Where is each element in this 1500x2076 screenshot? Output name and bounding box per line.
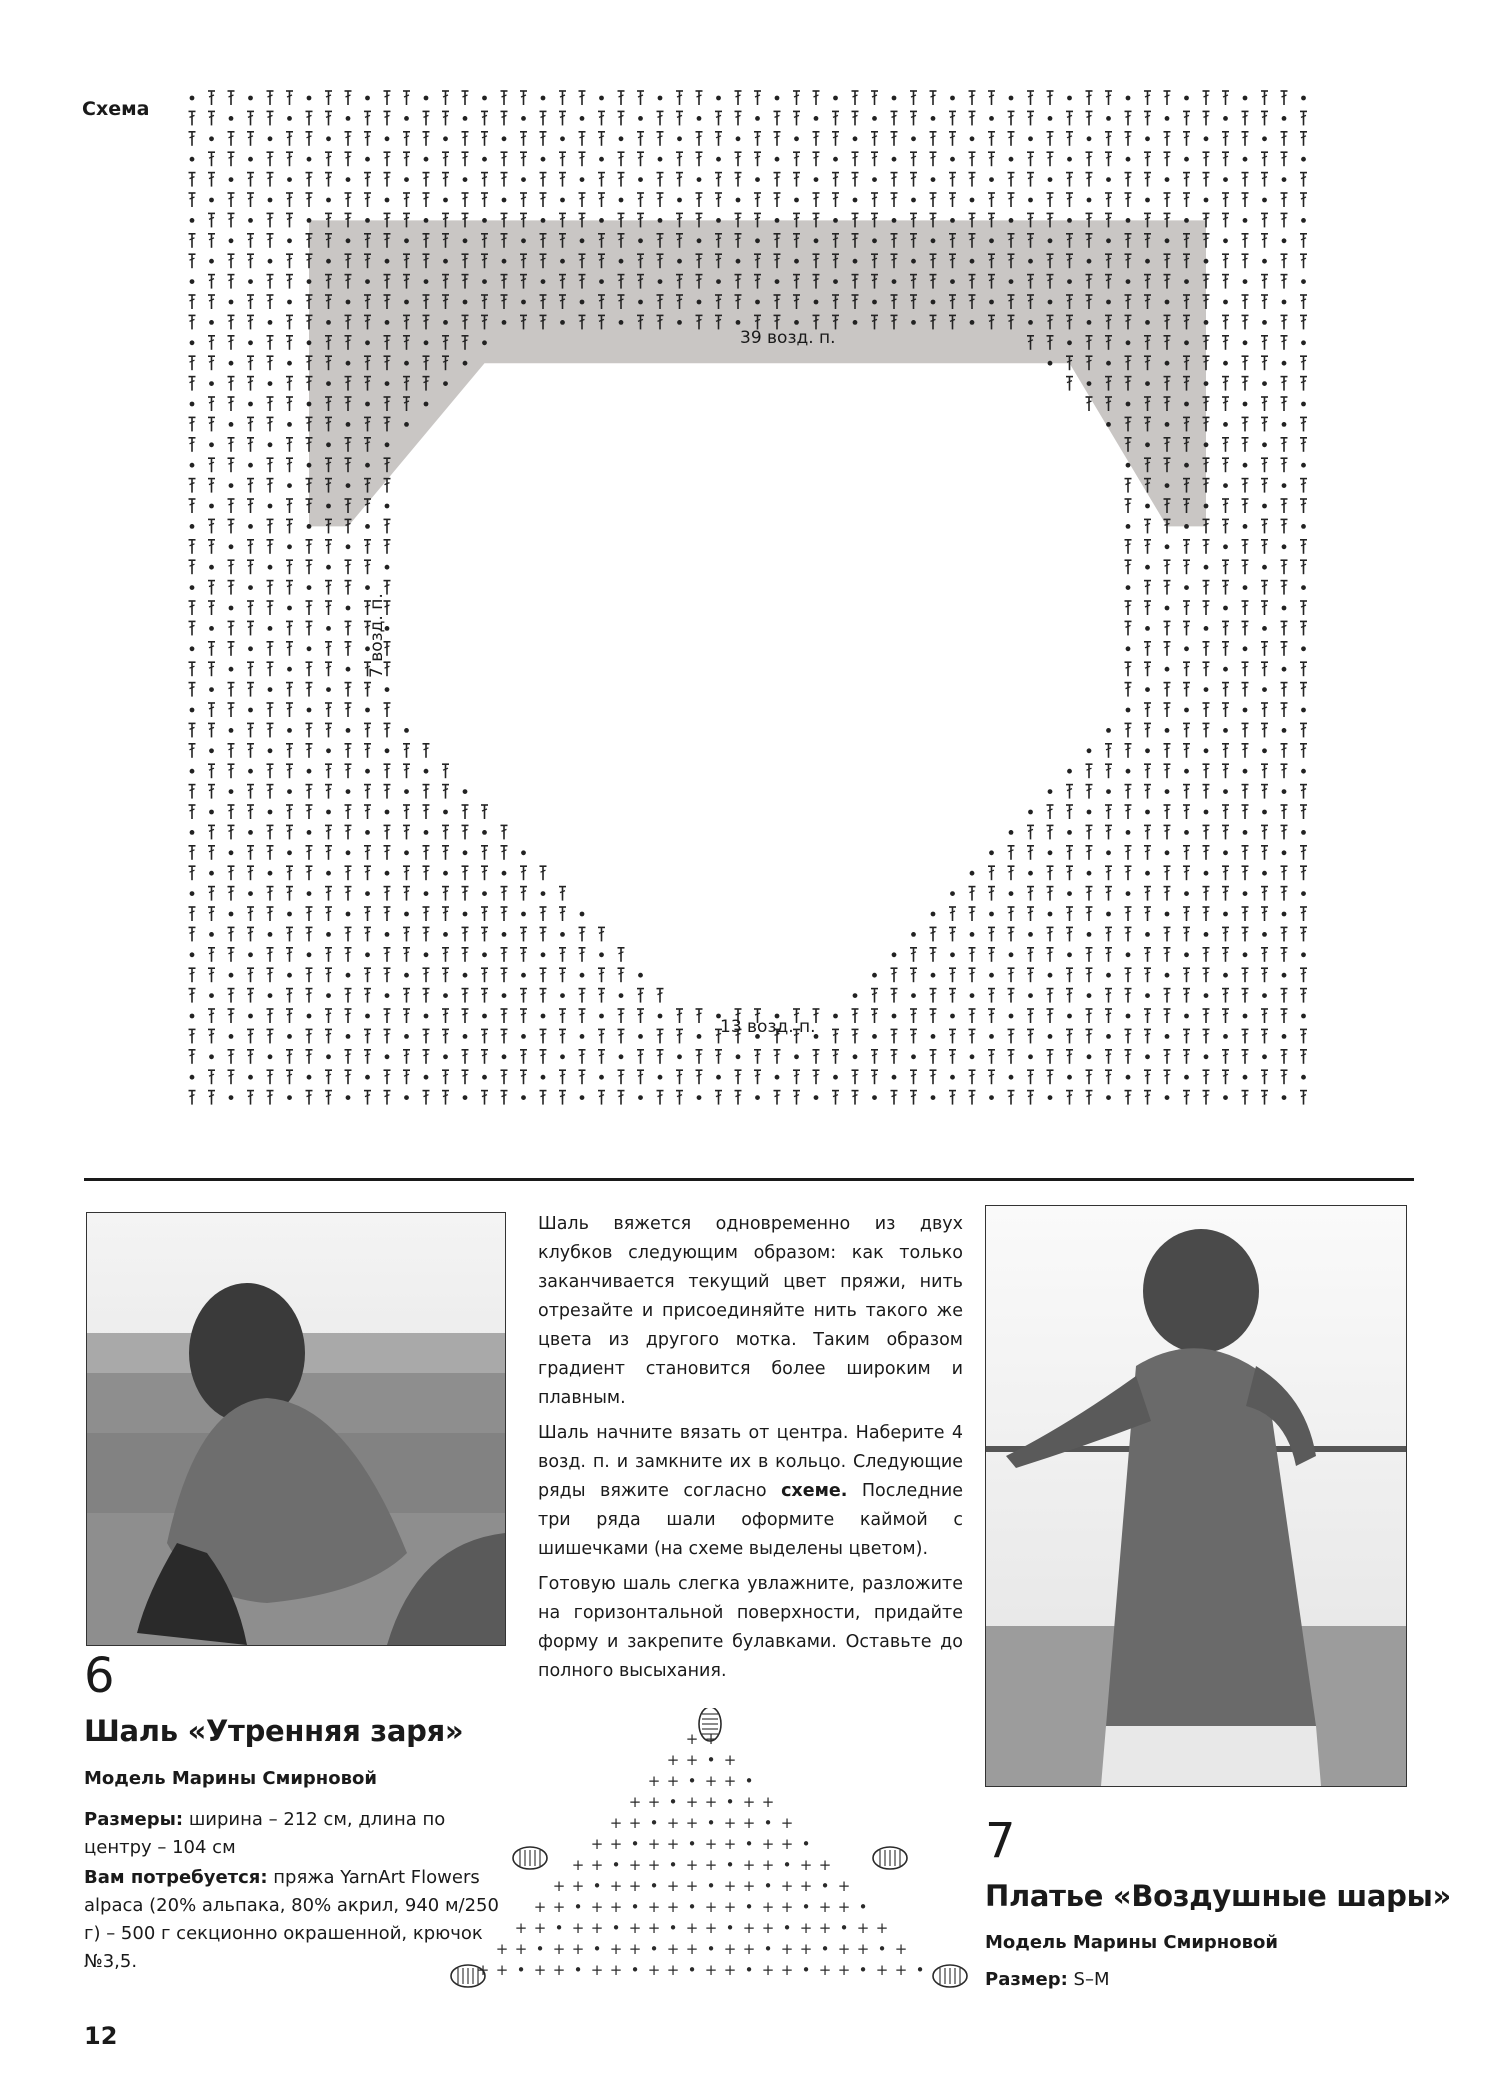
svg-text:•: • [554, 1919, 564, 1937]
instructions-paragraph-2 [538, 1419, 963, 1564]
svg-text:+: + [742, 1856, 756, 1874]
svg-text:+: + [609, 1961, 623, 1979]
svg-text:+: + [628, 1856, 642, 1874]
svg-text:+: + [590, 1961, 604, 1979]
chain-label-bottom: 13 возд. п. [720, 1017, 816, 1037]
pattern-6-size-label: Размеры: [84, 1809, 184, 1830]
instructions-text [538, 1210, 963, 1692]
svg-text:+: + [552, 1940, 566, 1958]
pattern-6-author: Модель Марины Смирновой [84, 1768, 377, 1789]
svg-text:•: • [687, 1835, 697, 1853]
svg-text:•: • [706, 1940, 716, 1958]
pattern-6-size [84, 1806, 504, 1862]
svg-text:+: + [704, 1961, 718, 1979]
svg-text:•: • [839, 1919, 849, 1937]
svg-text:•: • [706, 1751, 716, 1769]
svg-text:+: + [628, 1940, 642, 1958]
svg-text:+: + [761, 1835, 775, 1853]
svg-text:+: + [856, 1940, 870, 1958]
svg-text:+: + [685, 1919, 699, 1937]
svg-text:•: • [915, 1961, 925, 1979]
svg-text:+: + [476, 1961, 490, 1979]
svg-text:+: + [514, 1919, 528, 1937]
svg-text:•: • [763, 1814, 773, 1832]
svg-text:+: + [685, 1940, 699, 1958]
svg-text:+: + [647, 1898, 661, 1916]
svg-text:+: + [571, 1856, 585, 1874]
svg-text:+: + [666, 1898, 680, 1916]
svg-text:+: + [704, 1793, 718, 1811]
svg-text:+: + [799, 1877, 813, 1895]
pattern-6-size-value: ширина – 212 см, длина по центру – 104 см [84, 1809, 446, 1858]
svg-text:+: + [837, 1877, 851, 1895]
svg-text:•: • [858, 1898, 868, 1916]
pattern-7-size-value: S–M [1067, 1969, 1110, 1990]
svg-text:+: + [704, 1730, 718, 1748]
svg-text:+: + [647, 1793, 661, 1811]
svg-text:+: + [780, 1940, 794, 1958]
svg-text:+: + [533, 1919, 547, 1937]
svg-text:+: + [799, 1919, 813, 1937]
svg-text:•: • [687, 1898, 697, 1916]
svg-text:+: + [780, 1898, 794, 1916]
svg-text:+: + [837, 1961, 851, 1979]
svg-text:+: + [628, 1814, 642, 1832]
svg-text:+: + [609, 1835, 623, 1853]
svg-text:+: + [571, 1919, 585, 1937]
svg-text:•: • [573, 1961, 583, 1979]
svg-text:+: + [780, 1835, 794, 1853]
svg-text:+: + [704, 1856, 718, 1874]
section-divider [84, 1178, 1414, 1181]
svg-text:+: + [799, 1856, 813, 1874]
svg-text:•: • [668, 1919, 678, 1937]
border-stitch-chart [450, 1708, 970, 1998]
svg-text:+: + [761, 1898, 775, 1916]
svg-text:•: • [725, 1856, 735, 1874]
svg-text:•: • [706, 1877, 716, 1895]
svg-text:+: + [666, 1814, 680, 1832]
svg-text:+: + [875, 1961, 889, 1979]
pattern-6-number: 6 [84, 1648, 115, 1704]
svg-text:•: • [744, 1772, 754, 1790]
page-number: 12 [84, 2022, 118, 2050]
svg-text:+: + [723, 1772, 737, 1790]
pattern-7-author: Модель Марины Смирновой [985, 1932, 1278, 1953]
svg-text:+: + [723, 1835, 737, 1853]
svg-text:•: • [706, 1814, 716, 1832]
svg-text:+: + [590, 1919, 604, 1937]
svg-text:•: • [611, 1919, 621, 1937]
svg-text:+: + [590, 1898, 604, 1916]
pattern-7-title: Платье «Воздушные шары» [985, 1879, 1451, 1913]
svg-text:+: + [723, 1940, 737, 1958]
svg-text:•: • [668, 1793, 678, 1811]
svg-text:+: + [780, 1877, 794, 1895]
svg-text:+: + [666, 1877, 680, 1895]
svg-text:•: • [725, 1919, 735, 1937]
svg-text:+: + [590, 1856, 604, 1874]
svg-text:+: + [666, 1940, 680, 1958]
svg-text:+: + [723, 1898, 737, 1916]
svg-text:+: + [818, 1919, 832, 1937]
chain-label-left: 7 возд. п. [367, 593, 387, 678]
svg-text:•: • [649, 1877, 659, 1895]
svg-text:+: + [856, 1919, 870, 1937]
svg-text:+: + [818, 1856, 832, 1874]
svg-text:+: + [666, 1961, 680, 1979]
svg-text:+: + [742, 1814, 756, 1832]
svg-text:+: + [514, 1940, 528, 1958]
svg-text:•: • [858, 1961, 868, 1979]
svg-text:+: + [818, 1961, 832, 1979]
instructions-paragraph-3: Готовую шаль слегка увлажните, разложите на горизонтальной поверхности, придайте форму и закрепите булавками. Оставьте до полного высыхания. [538, 1574, 963, 1681]
svg-text:•: • [725, 1793, 735, 1811]
svg-text:•: • [535, 1940, 545, 1958]
svg-text:•: • [744, 1835, 754, 1853]
instructions-p2-start: Шаль начните вязать от центра. Наберите 4 возд. п. и замкните их в кольцо. Следующие ряды вяжите согласно [538, 1423, 963, 1501]
svg-text:+: + [495, 1940, 509, 1958]
svg-text:+: + [799, 1940, 813, 1958]
instructions-p2-bold: схеме. [781, 1481, 848, 1501]
svg-text:+: + [780, 1814, 794, 1832]
svg-text:+: + [685, 1856, 699, 1874]
svg-text:+: + [609, 1877, 623, 1895]
svg-text:+: + [609, 1814, 623, 1832]
svg-text:+: + [704, 1835, 718, 1853]
svg-text:+: + [533, 1961, 547, 1979]
svg-text:+: + [685, 1730, 699, 1748]
instructions-p2-end: Последние три ряда шали оформите каймой с шишечками (на схеме выделены цветом). [538, 1481, 963, 1559]
svg-text:+: + [685, 1793, 699, 1811]
svg-text:+: + [552, 1961, 566, 1979]
svg-text:•: • [630, 1898, 640, 1916]
svg-text:•: • [630, 1835, 640, 1853]
svg-text:+: + [628, 1877, 642, 1895]
svg-text:•: • [820, 1940, 830, 1958]
svg-text:+: + [647, 1772, 661, 1790]
pattern-6-materials-value: пряжа YarnArt Flowers alpaca (20% альпака, 80% акрил, 940 м/250 г) – 500 г секционно окрашенной, крючок №3,5. [84, 1867, 499, 1972]
svg-text:+: + [704, 1772, 718, 1790]
svg-text:+: + [723, 1961, 737, 1979]
svg-text:+: + [875, 1919, 889, 1937]
svg-text:+: + [609, 1940, 623, 1958]
svg-text:+: + [761, 1856, 775, 1874]
svg-text:+: + [761, 1961, 775, 1979]
svg-text:+: + [666, 1751, 680, 1769]
svg-text:+: + [894, 1961, 908, 1979]
svg-text:•: • [801, 1961, 811, 1979]
svg-text:•: • [592, 1877, 602, 1895]
svg-text:+: + [723, 1814, 737, 1832]
dress-photo [985, 1205, 1407, 1787]
svg-text:+: + [723, 1751, 737, 1769]
instructions-paragraph-1: Шаль вяжется одновременно из двух клубков следующим образом: как только заканчивается текущий цвет пряжи, нить отрезайте и присоединяйте нить такого же цвета из другого мотка. Таким образом градиент становится более широким и плавным. [538, 1214, 963, 1408]
svg-text:+: + [666, 1772, 680, 1790]
svg-text:•: • [782, 1919, 792, 1937]
svg-text:•: • [763, 1877, 773, 1895]
svg-text:•: • [630, 1961, 640, 1979]
svg-text:•: • [820, 1877, 830, 1895]
svg-text:•: • [649, 1814, 659, 1832]
pattern-7-size [985, 1966, 1110, 1994]
svg-text:+: + [628, 1793, 642, 1811]
pattern-7-number: 7 [985, 1813, 1016, 1869]
svg-text:+: + [742, 1793, 756, 1811]
svg-text:•: • [611, 1856, 621, 1874]
svg-text:+: + [647, 1961, 661, 1979]
svg-text:•: • [877, 1940, 887, 1958]
svg-text:+: + [571, 1940, 585, 1958]
svg-text:•: • [801, 1898, 811, 1916]
chain-label-top: 39 возд. п. [740, 328, 836, 348]
pattern-7-size-label: Размер: [985, 1969, 1068, 1990]
svg-text:•: • [687, 1961, 697, 1979]
svg-text:+: + [761, 1793, 775, 1811]
svg-text:•: • [592, 1940, 602, 1958]
svg-text:+: + [742, 1877, 756, 1895]
schema-label: Схема [82, 98, 150, 120]
crochet-diagram [180, 88, 1420, 1158]
svg-text:+: + [552, 1877, 566, 1895]
svg-text:+: + [685, 1877, 699, 1895]
svg-text:•: • [801, 1835, 811, 1853]
svg-text:+: + [723, 1877, 737, 1895]
svg-text:•: • [782, 1856, 792, 1874]
svg-text:+: + [571, 1877, 585, 1895]
svg-text:+: + [894, 1940, 908, 1958]
svg-text:+: + [837, 1898, 851, 1916]
svg-text:+: + [609, 1898, 623, 1916]
svg-text:•: • [744, 1961, 754, 1979]
svg-text:+: + [761, 1919, 775, 1937]
svg-text:•: • [668, 1856, 678, 1874]
shawl-photo [86, 1212, 506, 1646]
pattern-6-materials-label: Вам потребуется: [84, 1867, 268, 1888]
svg-text:+: + [704, 1898, 718, 1916]
svg-text:•: • [573, 1898, 583, 1916]
pattern-6-title: Шаль «Утренняя заря» [84, 1714, 464, 1748]
pattern-6-materials [84, 1864, 504, 1976]
svg-text:+: + [552, 1898, 566, 1916]
svg-text:+: + [742, 1919, 756, 1937]
svg-text:+: + [780, 1961, 794, 1979]
svg-text:•: • [516, 1961, 526, 1979]
svg-text:•: • [763, 1940, 773, 1958]
svg-text:+: + [685, 1751, 699, 1769]
svg-text:+: + [590, 1835, 604, 1853]
svg-text:+: + [647, 1856, 661, 1874]
svg-text:•: • [687, 1772, 697, 1790]
svg-text:+: + [704, 1919, 718, 1937]
svg-text:+: + [628, 1919, 642, 1937]
svg-text:+: + [818, 1898, 832, 1916]
svg-text:+: + [533, 1898, 547, 1916]
svg-text:+: + [837, 1940, 851, 1958]
svg-text:+: + [742, 1940, 756, 1958]
svg-text:+: + [647, 1919, 661, 1937]
svg-text:•: • [744, 1898, 754, 1916]
svg-text:+: + [647, 1835, 661, 1853]
svg-text:+: + [495, 1961, 509, 1979]
svg-text:•: • [649, 1940, 659, 1958]
svg-text:+: + [666, 1835, 680, 1853]
svg-text:+: + [685, 1814, 699, 1832]
